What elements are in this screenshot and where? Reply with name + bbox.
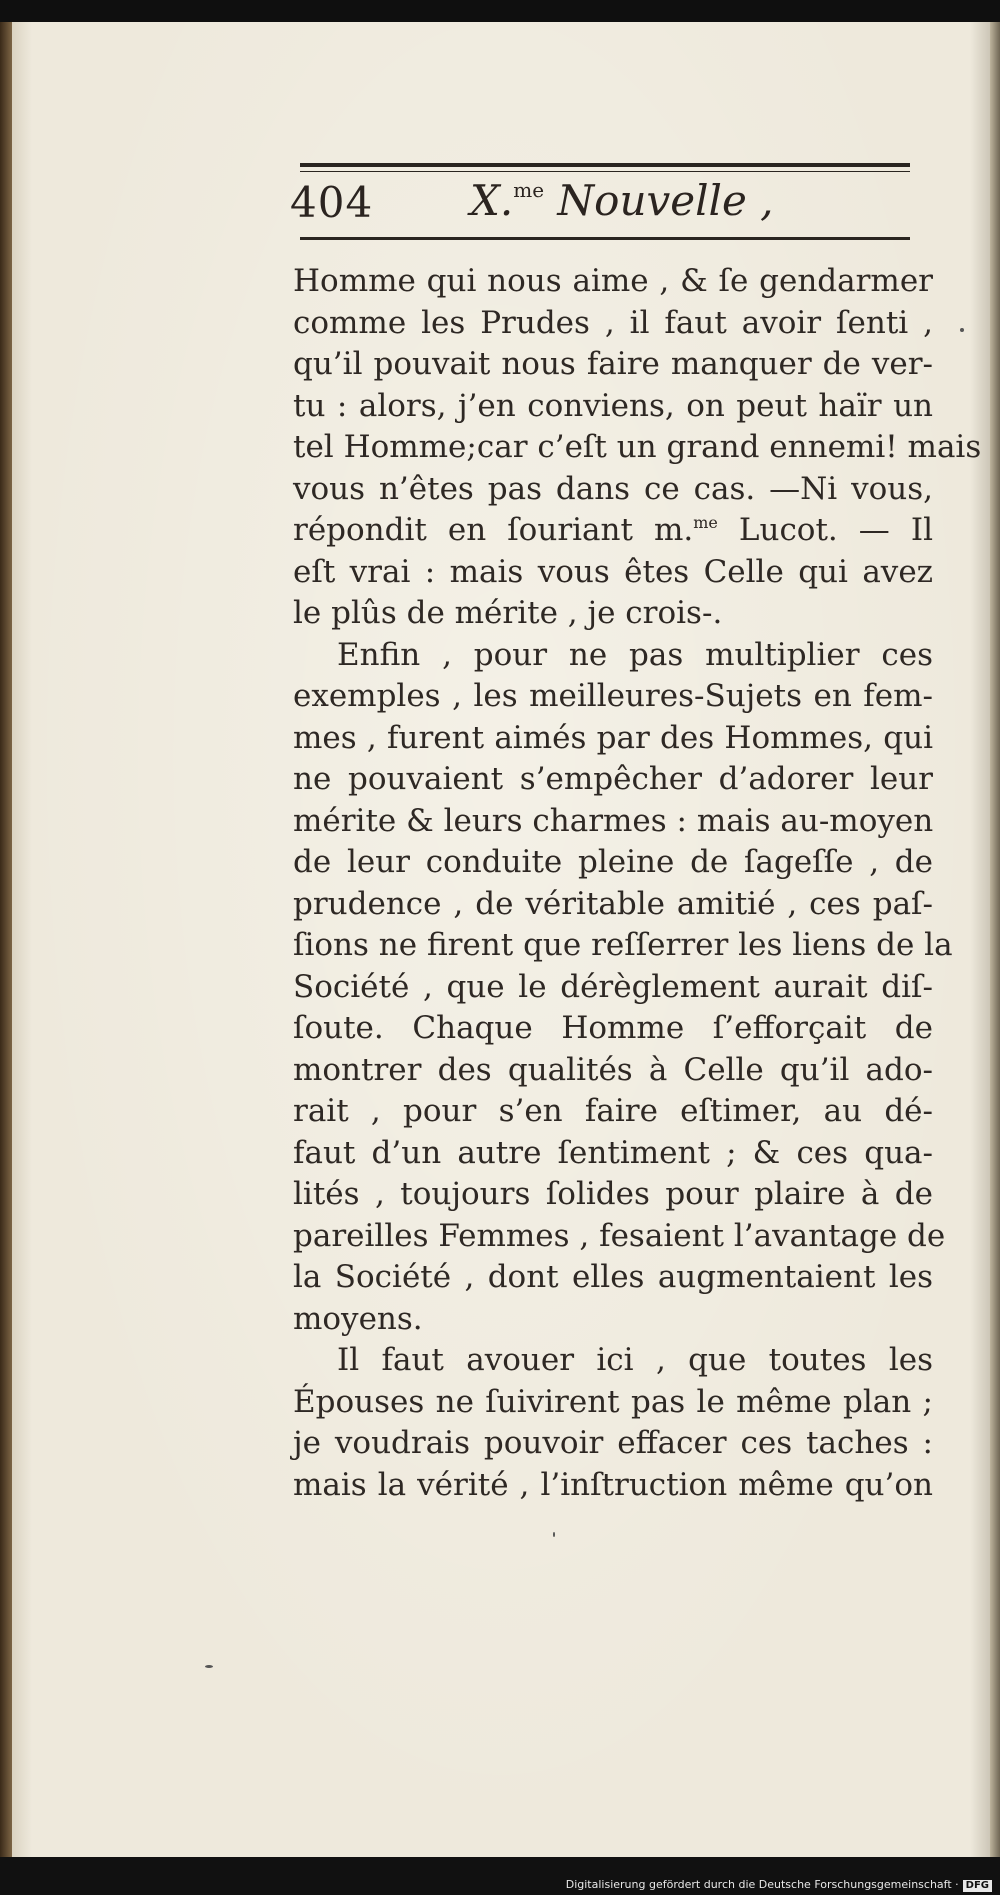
page-left-edge	[0, 22, 12, 1857]
header-rule-bottom	[300, 237, 910, 240]
header-rule-top-thick	[300, 163, 910, 167]
text-line-sup: me	[693, 513, 718, 532]
text-line: qu’il pouvait nous faire manquer de ver-	[293, 346, 933, 382]
text-line: mes , furent aimés par des Hommes, qui	[293, 719, 933, 756]
text-line: mais la vérité , l’inſtruction même qu’on	[293, 1466, 933, 1503]
text-line-part: répondit en ſouriant m.	[293, 512, 694, 548]
text-line: eſt vrai : mais vous êtes Celle qui avez	[293, 553, 933, 590]
text-line: faut d’un autre ſentiment ; & ces qua-	[293, 1134, 933, 1171]
text-line: la Société , dont elles augmentaient les	[293, 1259, 933, 1295]
credit-text: Digitalisierung gefördert durch die Deutsche Forschungsgemeinschaft ·	[565, 1878, 959, 1891]
text-line: ſions ne firent que reſſerrer les liens de la	[293, 927, 953, 963]
text-line: Société , que le dérèglement aurait diſ-	[293, 968, 933, 1005]
text-line: Épouses ne ſuivirent pas le même plan ;	[293, 1383, 933, 1420]
text-line: ne pouvaient s’empêcher d’adorer leur	[293, 761, 933, 797]
text-line: de leur conduite pleine de ſageſſe , de	[293, 844, 933, 880]
text-line: vous n’êtes pas dans ce cas. —Ni vous,	[293, 470, 933, 507]
text-line: Enfin , pour ne pas multiplier ces	[337, 636, 933, 673]
text-line: moyens.	[293, 1300, 423, 1337]
text-line: montrer des qualités à Celle qu’il ado-	[293, 1051, 933, 1088]
running-title-rest: Nouvelle ,	[544, 176, 774, 225]
paper-speck	[960, 328, 964, 332]
paper-speck	[205, 1665, 213, 1668]
text-line: ſoute. Chaque Homme ſ’efforçait de	[293, 1010, 933, 1046]
text-line: Homme qui nous aime , & ſe gendarmer	[293, 263, 933, 299]
text-line: Il faut avouer ici , que toutes les	[337, 1342, 933, 1378]
text-line: lités , toujours ſolides pour plaire à de	[293, 1176, 933, 1212]
text-line: le plûs de mérite , je crois-.	[293, 595, 723, 631]
scan-top-border	[0, 0, 1000, 22]
page-right-edge	[990, 22, 1000, 1857]
text-line: je voudrais pouvoir effacer ces taches :	[293, 1425, 933, 1461]
page-number: 404	[290, 178, 374, 227]
text-line	[293, 510, 933, 552]
text-line: mérite & leurs charmes : mais au-moyen	[293, 802, 934, 839]
running-head	[290, 172, 910, 234]
text-line-part: Lucot. — Il	[717, 512, 933, 548]
text-line: exemples , les meilleures-Sujets en fem-	[293, 678, 933, 714]
paper-speck	[553, 1532, 555, 1537]
dfg-logo: DFG	[963, 1880, 992, 1892]
text-line: tu : alors, j’en conviens, on peut haïr un	[293, 387, 933, 424]
running-title-prefix: X.	[470, 176, 514, 225]
body-text	[293, 261, 982, 1506]
digitization-credit	[566, 1878, 992, 1892]
running-title	[470, 176, 774, 225]
text-line: tel Homme;car c’eſt un grand ennemi! mais	[293, 429, 982, 465]
text-line: rait , pour s’en faire eſtimer, au dé-	[293, 1093, 933, 1129]
text-line: pareilles Femmes , fesaient l’avantage de	[293, 1217, 946, 1254]
running-title-sup: me	[513, 178, 545, 202]
text-line: comme les Prudes , il faut avoir ſenti ,	[293, 304, 933, 341]
text-line: prudence , de véritable amitié , ces paſ-	[293, 885, 933, 922]
